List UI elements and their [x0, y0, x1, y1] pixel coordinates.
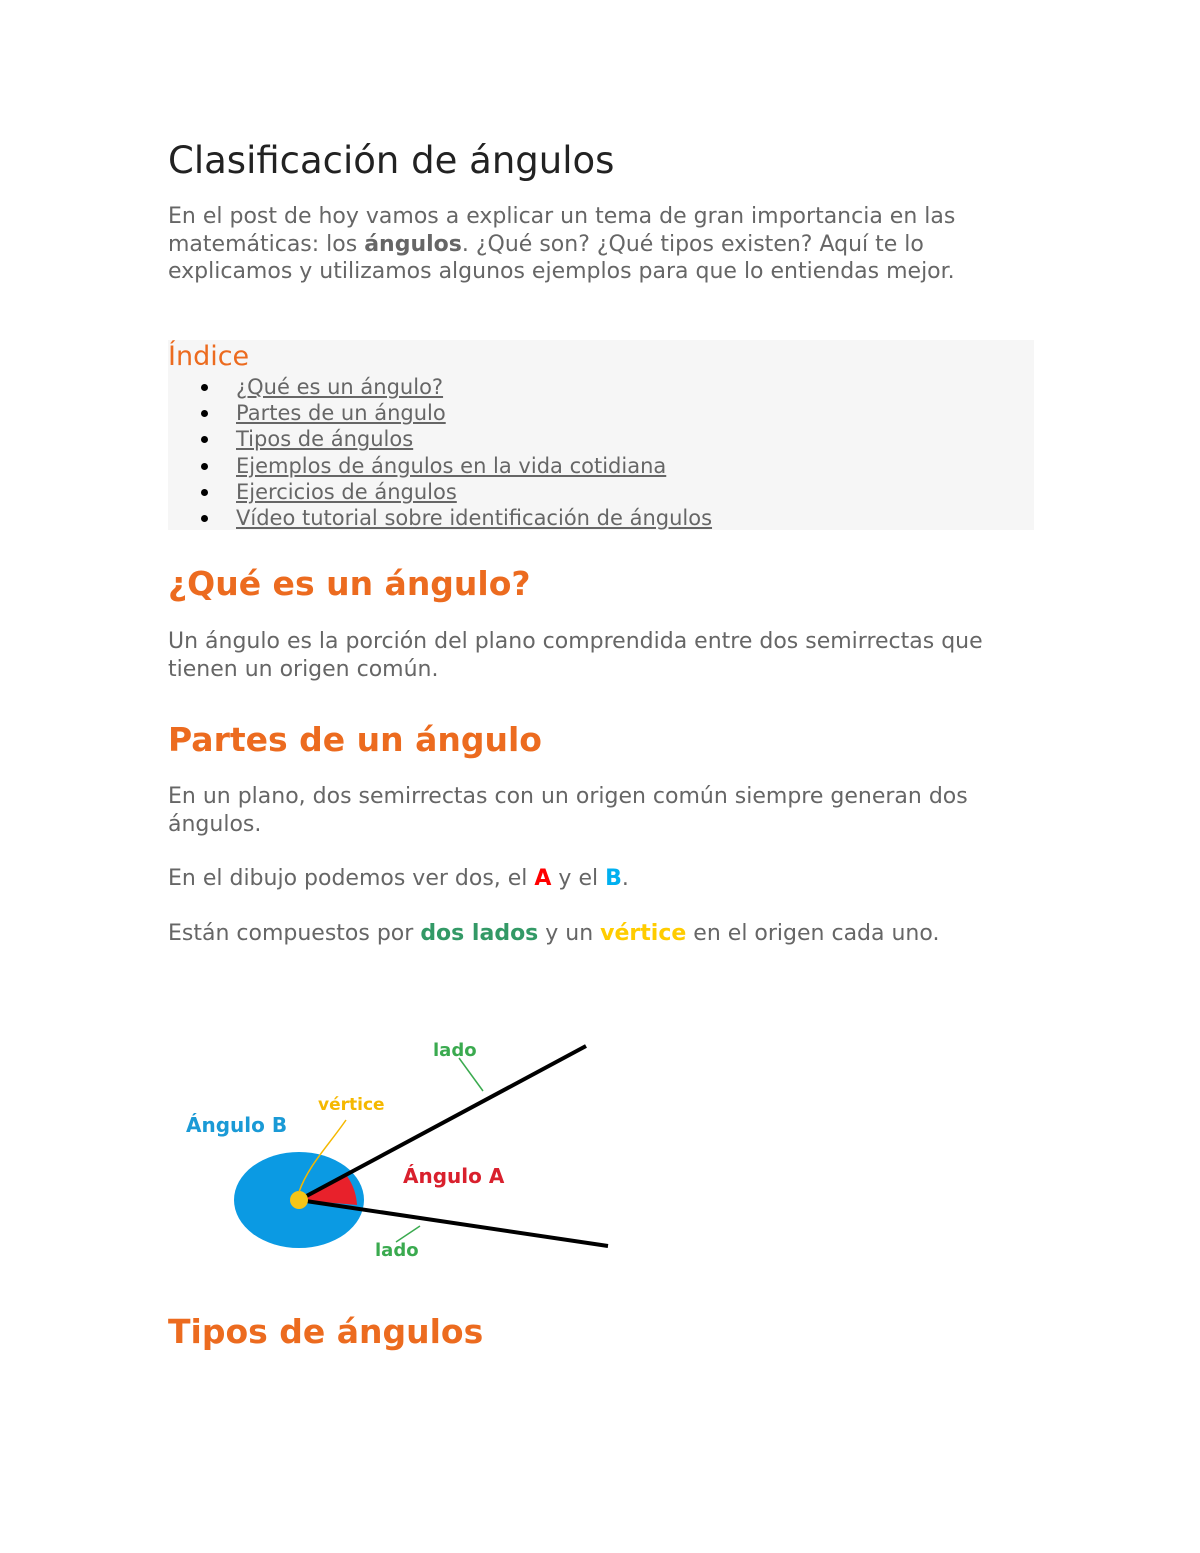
angle-b-letter: B [605, 866, 622, 891]
intro-text-before: En el post de hoy vamos a explicar un tema de gran importancia en las matemáticas: los [168, 204, 956, 257]
p3-text-before: Están compuestos por [168, 921, 421, 946]
sides-term: dos lados [420, 921, 539, 946]
toc-link-ejercicios[interactable]: Ejercicios de ángulos [236, 479, 457, 504]
angle-a-letter: A [534, 866, 552, 891]
bullet-icon [201, 384, 208, 391]
toc-title: Índice [168, 341, 250, 372]
bullet-icon [201, 463, 208, 470]
p2-text-mid: y el [551, 866, 606, 891]
toc-link-que-es[interactable]: ¿Qué es un ángulo? [236, 375, 444, 399]
section2-paragraph-1: En un plano, dos semirrectas con un origen común siempre generan dos ángulos. [168, 784, 968, 837]
angle-diagram-svg [168, 996, 628, 1276]
table-of-contents [168, 340, 1034, 530]
section1-paragraph: Un ángulo es la porción del plano comprendida entre dos semirrectas que tienen un origen común. [168, 629, 983, 682]
intro-bold-term: ángulos [364, 231, 462, 257]
section2-paragraph-2 [168, 865, 1034, 893]
p3-text-mid: y un [538, 921, 601, 946]
section-heading-partes: Partes de un ángulo [168, 720, 542, 759]
toc-link-tipos[interactable]: Tipos de ángulos [236, 427, 414, 452]
vertex-label: vértice [318, 1095, 385, 1115]
vertex-point [290, 1191, 308, 1209]
bullet-icon [201, 515, 208, 522]
side-bottom-label: lado [375, 1240, 419, 1261]
p3-text-after: en el origen cada uno. [686, 921, 940, 946]
bullet-icon [201, 489, 208, 496]
section2-paragraph-3 [168, 920, 1034, 948]
p2-text-after: . [621, 866, 629, 891]
toc-link-video[interactable]: Vídeo tutorial sobre identificación de ángulos [236, 505, 713, 530]
toc-link-ejemplos[interactable]: Ejemplos de ángulos en la vida cotidiana [236, 453, 667, 478]
p2-text-before: En el dibujo podemos ver dos, el [168, 866, 535, 891]
section-heading-que-es: ¿Qué es un ángulo? [168, 564, 531, 603]
bullet-icon [201, 410, 208, 417]
side-top-label: lado [433, 1040, 477, 1061]
angle-parts-diagram [168, 996, 628, 1276]
intro-text-after: . ¿Qué son? ¿Qué tipos existen? Aquí te lo explicamos y utilizamos algunos ejemplos para que lo entiendas mejor. [168, 231, 955, 284]
page-title: Clasificación de ángulos [168, 139, 615, 182]
angle-a-label: Ángulo A [403, 1164, 505, 1188]
angle-b-label: Ángulo B [186, 1113, 288, 1137]
intro-paragraph [168, 203, 1034, 286]
section-heading-tipos: Tipos de ángulos [168, 1312, 484, 1351]
side-top-pointer-line [459, 1058, 483, 1091]
bullet-icon [201, 436, 208, 443]
vertex-term: vértice [600, 921, 687, 946]
toc-link-partes[interactable]: Partes de un ángulo [236, 401, 446, 426]
